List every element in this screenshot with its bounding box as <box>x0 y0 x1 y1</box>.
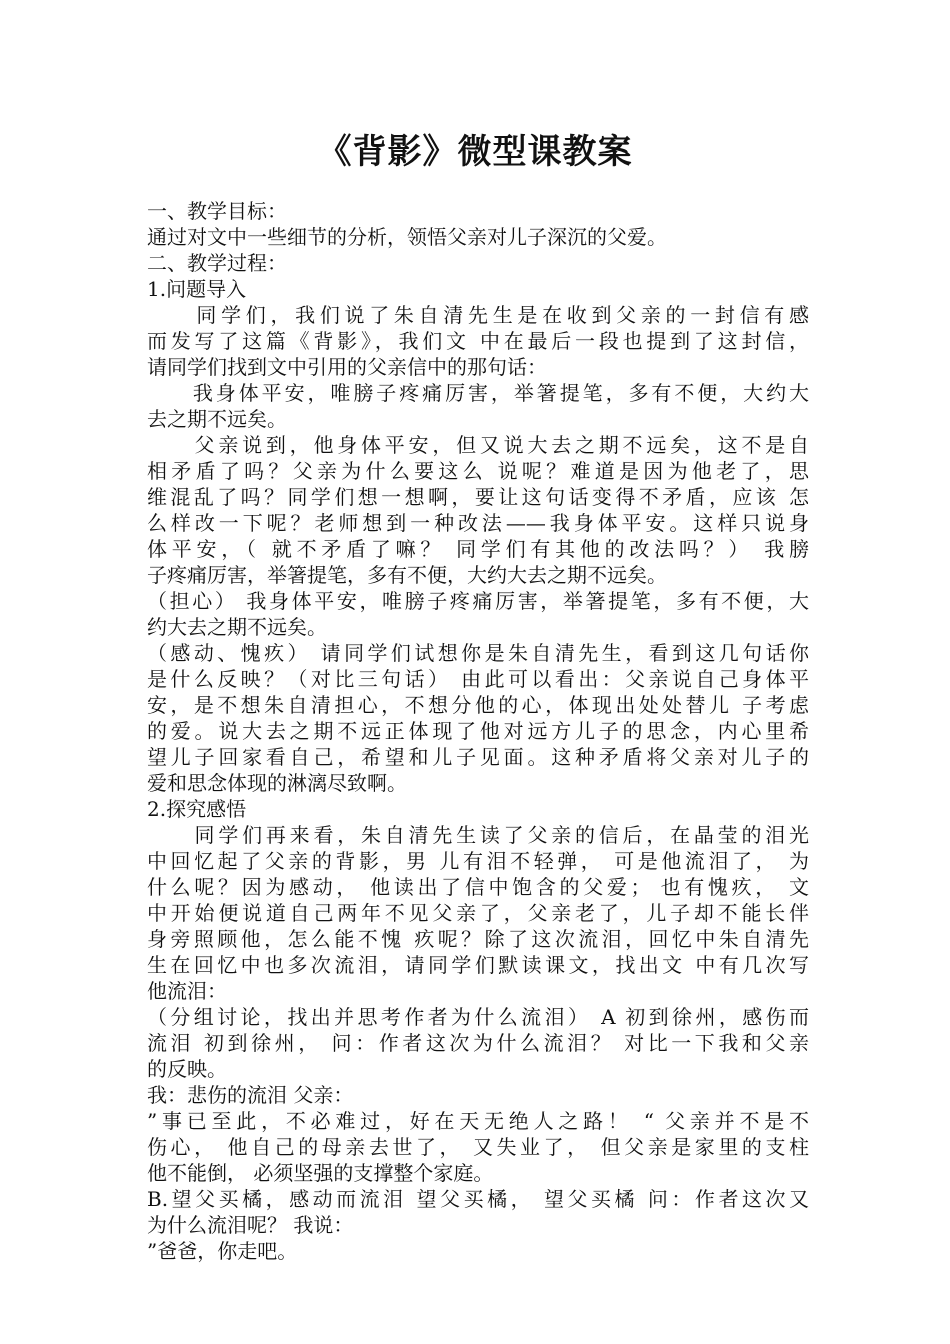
text-line: 而发写了这篇《背影》，我们文 中在最后一段也提到了这封信， <box>147 329 809 353</box>
text-line: 同学们，我们说了朱自清先生是在收到父亲的一封信有感 <box>147 303 809 327</box>
text-line: 1.问题导入 <box>147 277 247 301</box>
text-line: 是什么反映？（对比三句话） 由此可以看出：父亲说自己身体平 <box>147 667 809 691</box>
text-line: 什么呢？因为感动， 他读出了信中饱含的父爱； 也有愧疚， 文 <box>147 875 809 899</box>
text-line: ”事已至此，不必难过，好在天无绝人之路！ “ 父亲并不是不 <box>147 1109 809 1133</box>
text-line: （担心） 我身体平安，唯膀子疼痛厉害，举箸提笔，多有不便，大 <box>147 589 809 613</box>
text-line: 身旁照顾他，怎么能不愧 疚呢？除了这次流泪，回忆中朱自清先 <box>147 927 809 951</box>
text-line: 通过对文中一些细节的分析，领悟父亲对儿子深沉的父爱。 <box>147 225 667 249</box>
text-line: 维混乱了吗？同学们想一想啊，要让这句话变得不矛盾，应该 怎 <box>147 485 809 509</box>
text-line: （分组讨论，找出并思考作者为什么流泪） A 初到徐州，感伤而 <box>147 1005 809 1029</box>
text-line: 约大去之期不远矣。 <box>147 615 327 639</box>
text-line: B.望父买橘，感动而流泪 望父买橘， 望父买橘 问：作者这次又 <box>147 1187 809 1211</box>
document-title: 《背影》微型课教案 <box>317 132 633 172</box>
text-line: 的反映。 <box>147 1057 227 1081</box>
text-line: 相矛盾了吗？父亲为什么要这么 说呢？难道是因为他老了，思 <box>147 459 809 483</box>
text-line: 他不能倒， 必须坚强的支撑整个家庭。 <box>147 1161 494 1185</box>
text-line: 请同学们找到文中引用的父亲信中的那句话： <box>147 355 547 379</box>
text-line: 为什么流泪呢？ 我说： <box>147 1213 354 1237</box>
text-line: 一、教学目标： <box>147 199 287 223</box>
text-line: 流泪 初到徐州， 问：作者这次为什么流泪？ 对比一下我和父亲 <box>147 1031 809 1055</box>
text-line: 么样改一下呢？老师想到一种改法——我身体平安。这样只说身 <box>147 511 809 535</box>
text-line: （感动、愧疚） 请同学们试想你是朱自清先生，看到这几句话你 <box>147 641 809 665</box>
text-line: 伤心， 他自己的母亲去世了， 又失业了， 但父亲是家里的支柱 <box>147 1135 809 1159</box>
text-line: 2.探究感悟 <box>147 797 247 821</box>
text-line: 二、教学过程： <box>147 251 287 275</box>
text-line: 他流泪： <box>147 979 227 1003</box>
text-line: 爱和思念体现的淋漓尽致啊。 <box>147 771 407 795</box>
text-line: ”爸爸，你走吧。 <box>147 1239 298 1263</box>
text-line: 父亲说到，他身体平安，但又说大去之期不远矣，这不是自 <box>147 433 809 457</box>
text-line: 中回忆起了父亲的背影，男 儿有泪不轻弹， 可是他流泪了， 为 <box>147 849 809 873</box>
text-line: 望儿子回家看自己，希望和儿子见面。这种矛盾将父亲对儿子的 <box>147 745 809 769</box>
text-line: 我：悲伤的流泪 父亲： <box>147 1083 354 1107</box>
text-line: 生在回忆中也多次流泪，请同学们默读课文，找出文 中有几次写 <box>147 953 809 977</box>
document-body <box>147 198 809 1264</box>
text-line: 子疼痛厉害，举箸提笔，多有不便，大约大去之期不远矣。 <box>147 563 667 587</box>
text-line: 的爱。说大去之期不远正体现了他对远方儿子的思念，内心里希 <box>147 719 809 743</box>
text-line: 去之期不远矣。 <box>147 407 287 431</box>
text-line: 同学们再来看，朱自清先生读了父亲的信后，在晶莹的泪光 <box>147 823 809 847</box>
text-line: 安，是不想朱自清担心，不想分他的心，体现出处处替儿 子考虑 <box>147 693 809 717</box>
text-line: 中开始便说道自己两年不见父亲了，父亲老了，儿子却不能长伴 <box>147 901 809 925</box>
text-line: 体平安，（ 就不矛盾了嘛？ 同学们有其他的改法吗？） 我膀 <box>147 537 809 561</box>
text-line: 我身体平安，唯膀子疼痛厉害，举箸提笔，多有不便，大约大 <box>147 381 809 405</box>
